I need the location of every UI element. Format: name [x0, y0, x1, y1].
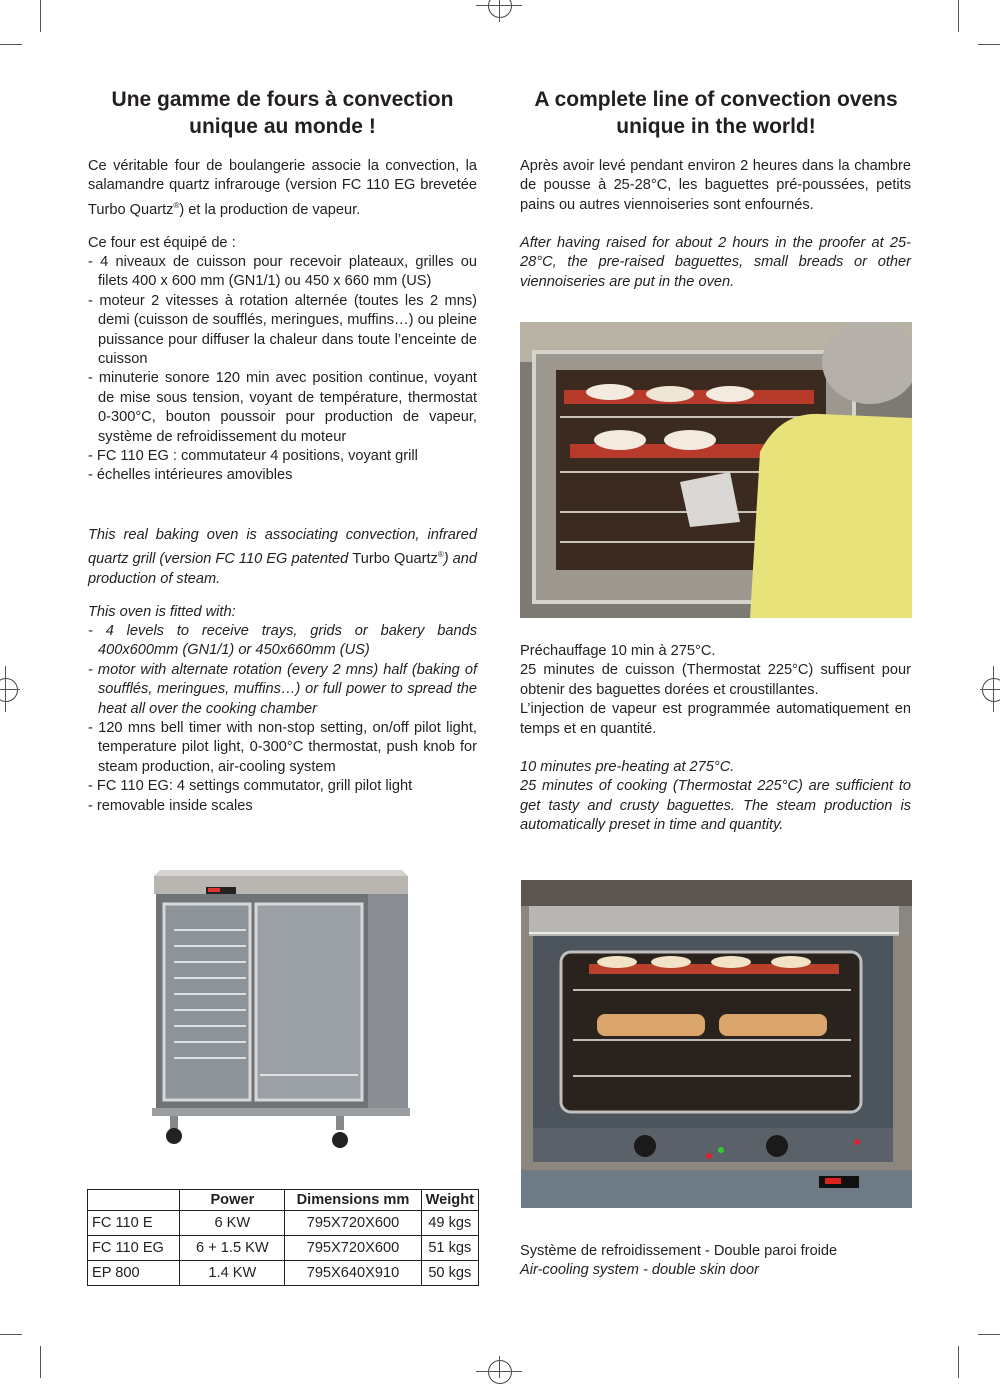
preheat-text-fr: [520, 642, 911, 739]
french-title-line1: Une gamme de fours à convection: [111, 88, 454, 111]
table-header-cell: Dimensions mm: [285, 1190, 421, 1211]
table-header-cell: [88, 1190, 180, 1211]
list-item: - moteur 2 vitesses à rotation alternée (toutes les 2 mns) demi (cuisson de soufflés, meringues, muffins…) ou pleine puissance pour diffuser la chaleur dans toute l’enceinte de cuisson: [88, 292, 477, 368]
table-cell: 6 + 1.5 KW: [180, 1236, 285, 1261]
crop-mark: [5, 666, 6, 712]
french-equipped-heading: Ce four est équipé de :: [88, 235, 236, 251]
table-header-cell: Power: [180, 1190, 285, 1211]
list-item: - minuterie sonore 120 min avec position continue, voyant de mise sous tension, voyant de température, thermostat 0-300°C, bouton poussoir pour production de vapeur, système de refroidissement du moteur: [88, 370, 477, 445]
convection-oven-illustration: [521, 880, 912, 1208]
registration-mark-icon: [0, 678, 18, 702]
english-intro-text: This real baking oven is associating convection, infrared quartz grill (version FC 110 EG patented: [88, 527, 477, 568]
table-row: [88, 1261, 479, 1286]
proofer-cabinet-illustration: [140, 870, 420, 1155]
registration-mark-icon: [488, 1360, 512, 1384]
french-title: [86, 86, 479, 140]
preheat-line2: 25 minutes de cuisson (Thermostat 225°C) suffisent pour obtenir des baguettes dorées et croustillantes.: [520, 662, 911, 698]
list-item: - 120 mns bell timer with non-stop setting, on/off pilot light, temperature pilot light, 0-300°C thermostat, push knob for steam production, air-cooling system: [88, 720, 477, 775]
registration-mark-icon: [982, 678, 1000, 702]
crop-mark: [476, 5, 522, 6]
table-header-cell: Weight: [421, 1190, 478, 1211]
caption-en: Air-cooling system - double skin door: [520, 1262, 760, 1279]
crop-mark: [978, 1334, 1000, 1335]
french-feature-list: [88, 253, 477, 486]
table-cell: 6 KW: [180, 1211, 285, 1236]
table-row: [88, 1236, 479, 1261]
baker-loading-oven-illustration: [520, 322, 912, 618]
table-cell: 50 kgs: [421, 1261, 478, 1286]
caption-fr: Système de refroidissement - Double paroi froide: [520, 1243, 838, 1259]
table-cell: 1.4 KW: [180, 1261, 285, 1286]
registered-mark: ®: [437, 550, 444, 560]
spec-table: [87, 1189, 479, 1286]
crop-mark: [993, 666, 994, 712]
table-cell: 795X720X600: [285, 1236, 421, 1261]
english-intro: [88, 526, 477, 589]
preheat-line1: Préchauffage 10 min à 275°C.: [520, 643, 716, 659]
proofing-text-fr: Après avoir levé pendant environ 2 heures dans la chambre de pousse à 25-28°C, les baguettes pré-poussées, petits pains ou autres viennoiseries sont enfournés.: [520, 158, 911, 213]
crop-mark: [40, 1346, 41, 1378]
table-row: [88, 1211, 479, 1236]
convection-oven-photo: [521, 880, 912, 1208]
crop-mark: [40, 0, 41, 32]
english-title-line2: unique in the world!: [616, 115, 816, 138]
crop-mark: [0, 689, 20, 690]
crop-mark: [476, 1371, 522, 1372]
english-intro-text-end: ) and production of steam.: [88, 551, 478, 587]
french-intro-text: Ce véritable four de boulangerie associe la convection, la salamandre quartz infrarouge (version FC 110 EG brevetée Turbo Quartz: [88, 158, 477, 218]
crop-mark: [499, 1356, 500, 1378]
english-title: [520, 86, 912, 140]
proofer-cabinet-photo: [140, 870, 420, 1155]
baker-loading-oven-photo: [520, 322, 912, 618]
list-item: - removable inside scales: [88, 797, 253, 814]
table-cell: FC 110 E: [88, 1211, 180, 1236]
table-cell: 51 kgs: [421, 1236, 478, 1261]
registered-mark: ®: [173, 200, 180, 210]
list-item: - 4 levels to receive trays, grids or bakery bands 400x600mm (GN1/1) or 450x660mm (US): [88, 623, 477, 659]
crop-mark: [958, 1346, 959, 1378]
photo-caption: [520, 1242, 911, 1281]
list-item: - motor with alternate rotation (every 2 mns) half (baking of soufflés, meringues, muffins…) or full power to spread the heat all over the cooking chamber: [88, 661, 477, 717]
crop-mark: [980, 689, 1000, 690]
crop-mark: [499, 0, 500, 22]
english-title-line1: A complete line of convection ovens: [534, 88, 898, 111]
preheat-text-en: [520, 758, 911, 836]
table-cell: 49 kgs: [421, 1211, 478, 1236]
registration-mark-icon: [488, 0, 512, 18]
english-fitted-heading: This oven is fitted with:: [88, 604, 236, 620]
list-item: - 4 niveaux de cuisson pour recevoir plateaux, grilles ou filets 400 x 600 mm (GN1/1) ou 450 x 660 mm (US): [88, 254, 477, 290]
table-cell: FC 110 EG: [88, 1236, 180, 1261]
table-cell: EP 800: [88, 1261, 180, 1286]
english-feature-list: [88, 622, 477, 816]
preheat-en-line2: 25 minutes of cooking (Thermostat 225°C) are sufficient to get tasty and crusty baguettes. The steam production is automatically preset in time and quantity.: [520, 778, 911, 834]
preheat-en-line1: 10 minutes pre-heating at 275°C.: [520, 759, 735, 775]
list-item: - FC 110 EG : commutateur 4 positions, voyant grill: [88, 448, 418, 465]
table-cell: 795X640X910: [285, 1261, 421, 1286]
french-title-line2: unique au monde !: [189, 115, 376, 138]
crop-mark: [978, 44, 1000, 45]
list-item: - échelles intérieures amovibles: [88, 467, 293, 484]
list-item: - FC 110 EG: 4 settings commutator, grill pilot light: [88, 778, 413, 795]
table-cell: 795X720X600: [285, 1211, 421, 1236]
crop-mark: [958, 0, 959, 32]
french-intro: [88, 157, 477, 220]
crop-mark: [0, 1334, 22, 1335]
french-intro-text-end: ) et la production de vapeur.: [179, 201, 361, 218]
brand-name: Turbo Quartz: [352, 551, 438, 568]
preheat-line3: L’injection de vapeur est programmée automatiquement en temps et en quantité.: [520, 701, 911, 737]
crop-mark: [0, 44, 22, 45]
proofing-text-en: After having raised for about 2 hours in the proofer at 25-28°C, the pre-raised baguettes, small breads or other viennoiseries are put in the oven.: [520, 235, 911, 290]
table-header-row: [88, 1190, 479, 1211]
